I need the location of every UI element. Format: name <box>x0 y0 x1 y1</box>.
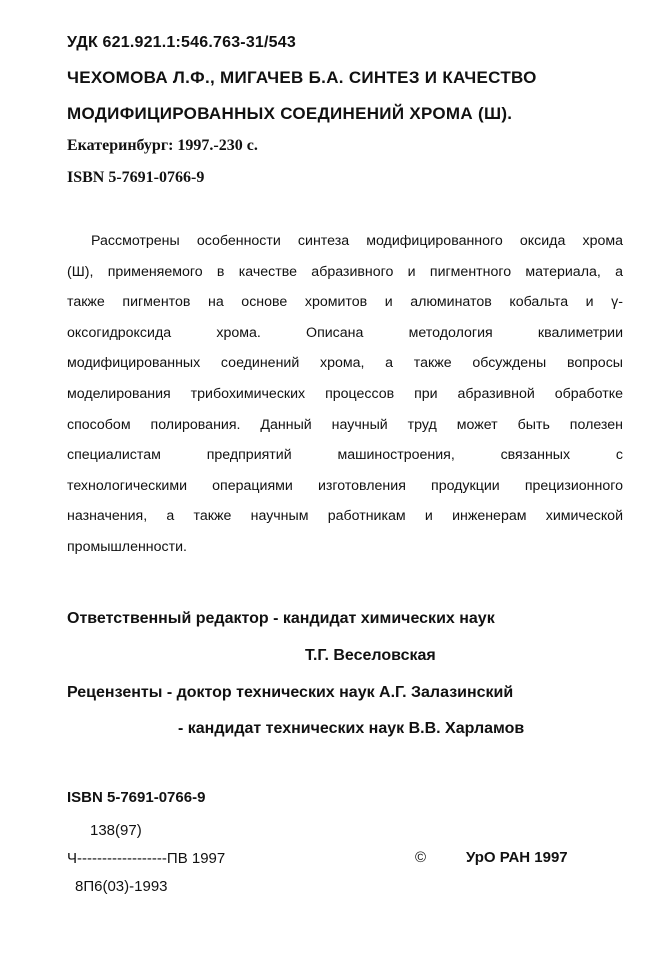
imprint-isbn: ISBN 5-7691-0766-9 <box>67 789 206 806</box>
header-isbn: ISBN 5-7691-0766-9 <box>67 169 205 186</box>
abstract-line: оксогидроксида хрома. Описана методология квалиметрии <box>67 324 623 341</box>
abstract-line: специалистам предприятий машиностроения, связанных с <box>67 447 623 464</box>
abstract <box>67 226 623 563</box>
abstract-line: (Ш), применяемого в качестве абразивного и пигментного материала, а <box>67 263 623 280</box>
reviewers-line-1: Рецензенты - доктор технических наук А.Г. Залазинский <box>67 684 514 701</box>
copyright-holder: УрО РАН 1997 <box>466 849 568 866</box>
reviewers-line-2: - кандидат технических наук В.В. Харламов <box>178 720 525 737</box>
abstract-line: технологическими операциями изготовления продукции прецизионного <box>67 477 623 494</box>
abstract-line: Рассмотрены особенности синтеза модифицированного оксида хрома <box>91 233 623 249</box>
abstract-line: способом полирования. Данный научный труд может быть полезен <box>67 416 623 433</box>
title-line-1: ЧЕХОМОВА Л.Ф., МИГАЧЕВ Б.А. СИНТЕЗ И КАЧЕСТВО <box>67 68 537 87</box>
abstract-line: также пигментов на основе хромитов и алюминатов кобальта и γ- <box>67 294 623 311</box>
imprint-code-top: 138(97) <box>90 822 142 839</box>
abstract-line: назначения, а также научным работникам и инженерам химической <box>67 508 623 525</box>
editor-name: Т.Г. Веселовская <box>305 647 436 664</box>
imprint-code-bottom: 8П6(03)-1993 <box>75 878 168 895</box>
abstract-line: промышленности. <box>67 538 187 555</box>
title-line-2: МОДИФИЦИРОВАННЫХ СОЕДИНЕНИЙ ХРОМА (Ш). <box>67 104 513 123</box>
abstract-line: модифицированных соединений хрома, а также обсуждены вопросы <box>67 355 623 372</box>
place-year: Екатеринбург: 1997.-230 с. <box>67 137 258 154</box>
udc-code: УДК 621.921.1:546.763-31/543 <box>67 34 296 51</box>
imprint-code-line: Ч------------------ПВ 1997 <box>67 850 226 867</box>
abstract-line: моделирования трибохимических процессов при абразивной обработке <box>67 385 623 402</box>
editor-line: Ответственный редактор - кандидат химических наук <box>67 610 495 627</box>
copyright-icon: © <box>415 849 427 866</box>
